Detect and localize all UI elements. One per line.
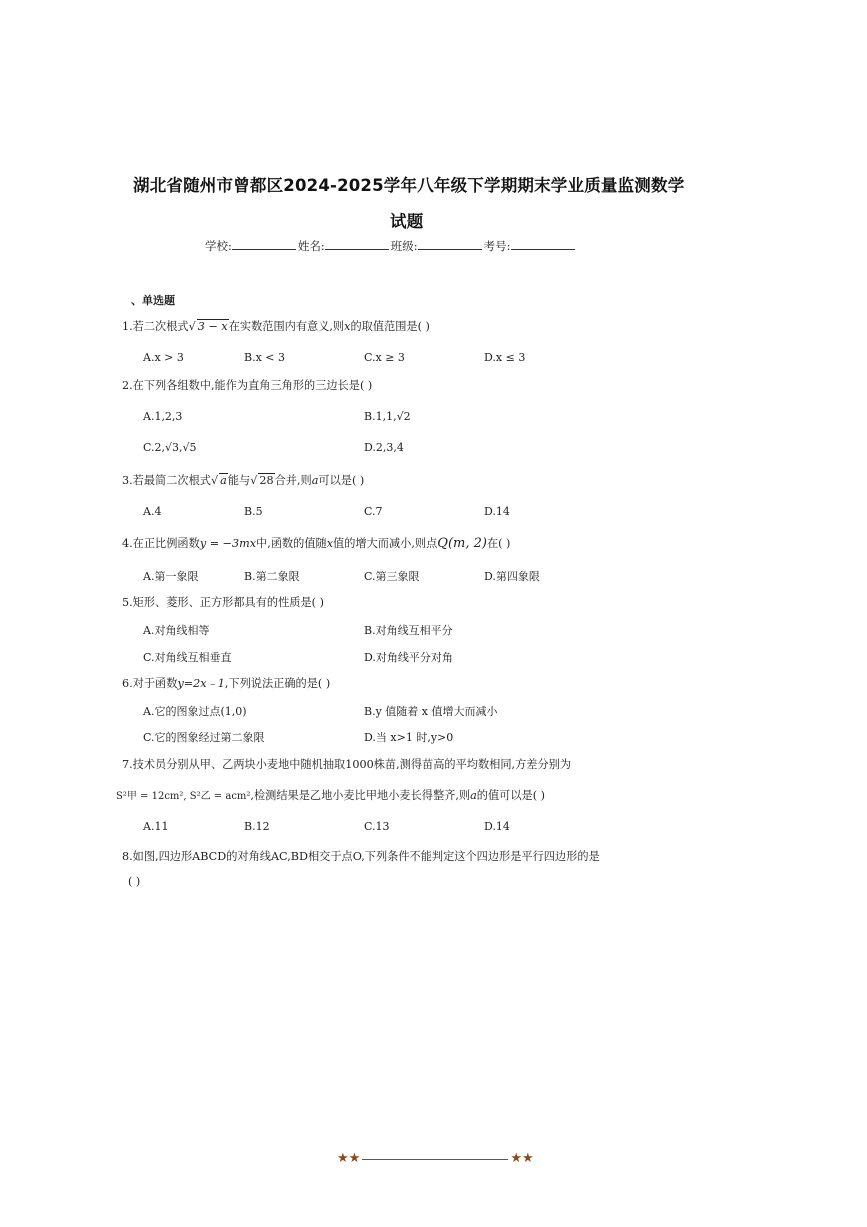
q1-text-pre: 1.若二次根式 — [122, 320, 189, 333]
school-label: 学校: — [205, 239, 232, 253]
q1-option-a[interactable]: A.x > 3 — [143, 351, 184, 364]
q1-text-post: 在实数范围内有意义,则 — [228, 320, 345, 333]
question-5-stem: 5.矩形、菱形、正方形都具有的性质是( ) — [122, 596, 324, 609]
q4-text-end: 在( ) — [486, 537, 511, 550]
footer-rule — [362, 1159, 508, 1160]
question-8-stem-line1: 8.如图,四边形ABCD的对角线AC,BD相交于点O,下列条件不能判定这个四边形是平行四边形的是 — [122, 850, 600, 863]
class-blank[interactable] — [418, 238, 482, 250]
sqrt-sign: √ — [188, 320, 196, 333]
sqrt-sign: √ — [250, 474, 258, 487]
q3-var: a — [311, 474, 319, 487]
class-label: 班级: — [390, 239, 418, 253]
student-info-line — [205, 238, 577, 254]
q1-text-end: 的取值范围是( ) — [350, 320, 430, 333]
q2-option-a[interactable]: A.1,2,3 — [143, 410, 183, 423]
q4-option-a[interactable]: A.第一象限 — [143, 570, 199, 583]
q7-text-end: 的值可以是( ) — [476, 789, 546, 802]
q2-option-c[interactable]: C.2,√3,√5 — [143, 441, 197, 454]
q2-option-d[interactable]: D.2,3,4 — [364, 441, 404, 454]
q7-option-a[interactable]: A.11 — [143, 820, 169, 833]
q1-option-d[interactable]: D.x ≤ 3 — [484, 351, 526, 364]
q6-text-pre: 6.对于函数 — [122, 677, 178, 690]
q3-text-mid: 能与 — [227, 474, 251, 487]
q3-radicand-b: 28 — [259, 474, 274, 487]
q3-option-c[interactable]: C.7 — [364, 505, 383, 518]
q4-text-pre: 4.在正比例函数 — [122, 537, 200, 550]
q7-text: ,检测结果是乙地小麦比甲地小麦长得整齐,则 — [250, 789, 471, 802]
q3-radicand-a: a — [220, 474, 227, 487]
q1-option-c[interactable]: C.x ≥ 3 — [364, 351, 405, 364]
id-label: 考号: — [483, 239, 511, 253]
q7-option-c[interactable]: C.13 — [364, 820, 390, 833]
question-2-stem: 2.在下列各组数中,能作为直角三角形的三边长是( ) — [122, 379, 373, 392]
question-8-stem-line2: ( ) — [128, 875, 141, 888]
q4-var: x — [326, 537, 334, 550]
q5-option-c[interactable]: C.对角线互相垂直 — [143, 651, 232, 664]
sqrt-sign: √ — [211, 474, 219, 487]
name-label: 姓名: — [297, 239, 325, 253]
q7-formula: S²甲 = 12cm², S²乙 = acm² — [116, 791, 251, 802]
q3-text-pre: 3.若最简二次根式 — [122, 474, 211, 487]
q6-expr: y=2x﹣1 — [177, 677, 225, 690]
q4-text-post: 值的增大而减小,则点 — [333, 537, 438, 550]
name-blank[interactable] — [325, 238, 389, 250]
q6-option-a[interactable]: A.它的图象过点(1,0) — [143, 705, 247, 718]
q4-point: Q(m, 2) — [437, 536, 487, 551]
q4-expr: y = −3mx — [199, 537, 257, 550]
page-title: 湖北省随州市曾都区2024-2025学年八年级下学期期末学业质量监测数学 — [133, 176, 685, 195]
q6-text-end: ,下列说法正确的是( ) — [224, 677, 331, 690]
page-title-line2: 试题 — [390, 212, 424, 231]
question-1-stem — [122, 318, 430, 334]
q1-option-b[interactable]: B.x < 3 — [244, 351, 285, 364]
q5-option-b[interactable]: B.对角线互相平分 — [364, 624, 453, 637]
question-7-stem-line2 — [116, 787, 545, 803]
q5-option-a[interactable]: A.对角线相等 — [143, 624, 210, 637]
q4-option-c[interactable]: C.第三象限 — [364, 570, 420, 583]
id-blank[interactable] — [511, 238, 575, 250]
q2-option-b[interactable]: B.1,1,√2 — [364, 410, 411, 423]
q4-option-b[interactable]: B.第二象限 — [244, 570, 300, 583]
star-icon: ★★ — [337, 1151, 361, 1166]
star-icon: ★★ — [510, 1151, 534, 1166]
q6-option-d[interactable]: D.当 x>1 时,y>0 — [364, 731, 454, 744]
q3-option-d[interactable]: D.14 — [484, 505, 510, 518]
q4-text-mid: 中,函数的值随 — [256, 537, 327, 550]
question-4-stem — [122, 535, 510, 551]
q1-var: x — [344, 320, 351, 333]
q1-radicand: 3 − x — [197, 320, 228, 333]
q3-option-b[interactable]: B.5 — [244, 505, 263, 518]
q6-option-c[interactable]: C.它的图象经过第二象限 — [143, 731, 265, 744]
q6-option-b[interactable]: B.y 值随着 x 值增大而减小 — [364, 705, 498, 718]
q3-option-a[interactable]: A.4 — [143, 505, 162, 518]
q3-text-post: 合并,则 — [274, 474, 312, 487]
q3-text-end: 可以是( ) — [318, 474, 365, 487]
q7-option-b[interactable]: B.12 — [244, 820, 270, 833]
question-3-stem — [122, 472, 364, 488]
question-6-stem — [122, 675, 330, 691]
footer-ornament — [337, 1151, 534, 1166]
section-heading: 、单选题 — [131, 294, 175, 307]
q4-option-d[interactable]: D.第四象限 — [484, 570, 540, 583]
school-blank[interactable] — [232, 238, 296, 250]
q7-option-d[interactable]: D.14 — [484, 820, 510, 833]
question-7-stem-line1: 7.技术员分别从甲、乙两块小麦地中随机抽取1000株苗,测得苗高的平均数相同,方差分别为 — [122, 758, 572, 771]
q7-var: a — [470, 789, 477, 802]
q5-option-d[interactable]: D.对角线平分对角 — [364, 651, 453, 664]
